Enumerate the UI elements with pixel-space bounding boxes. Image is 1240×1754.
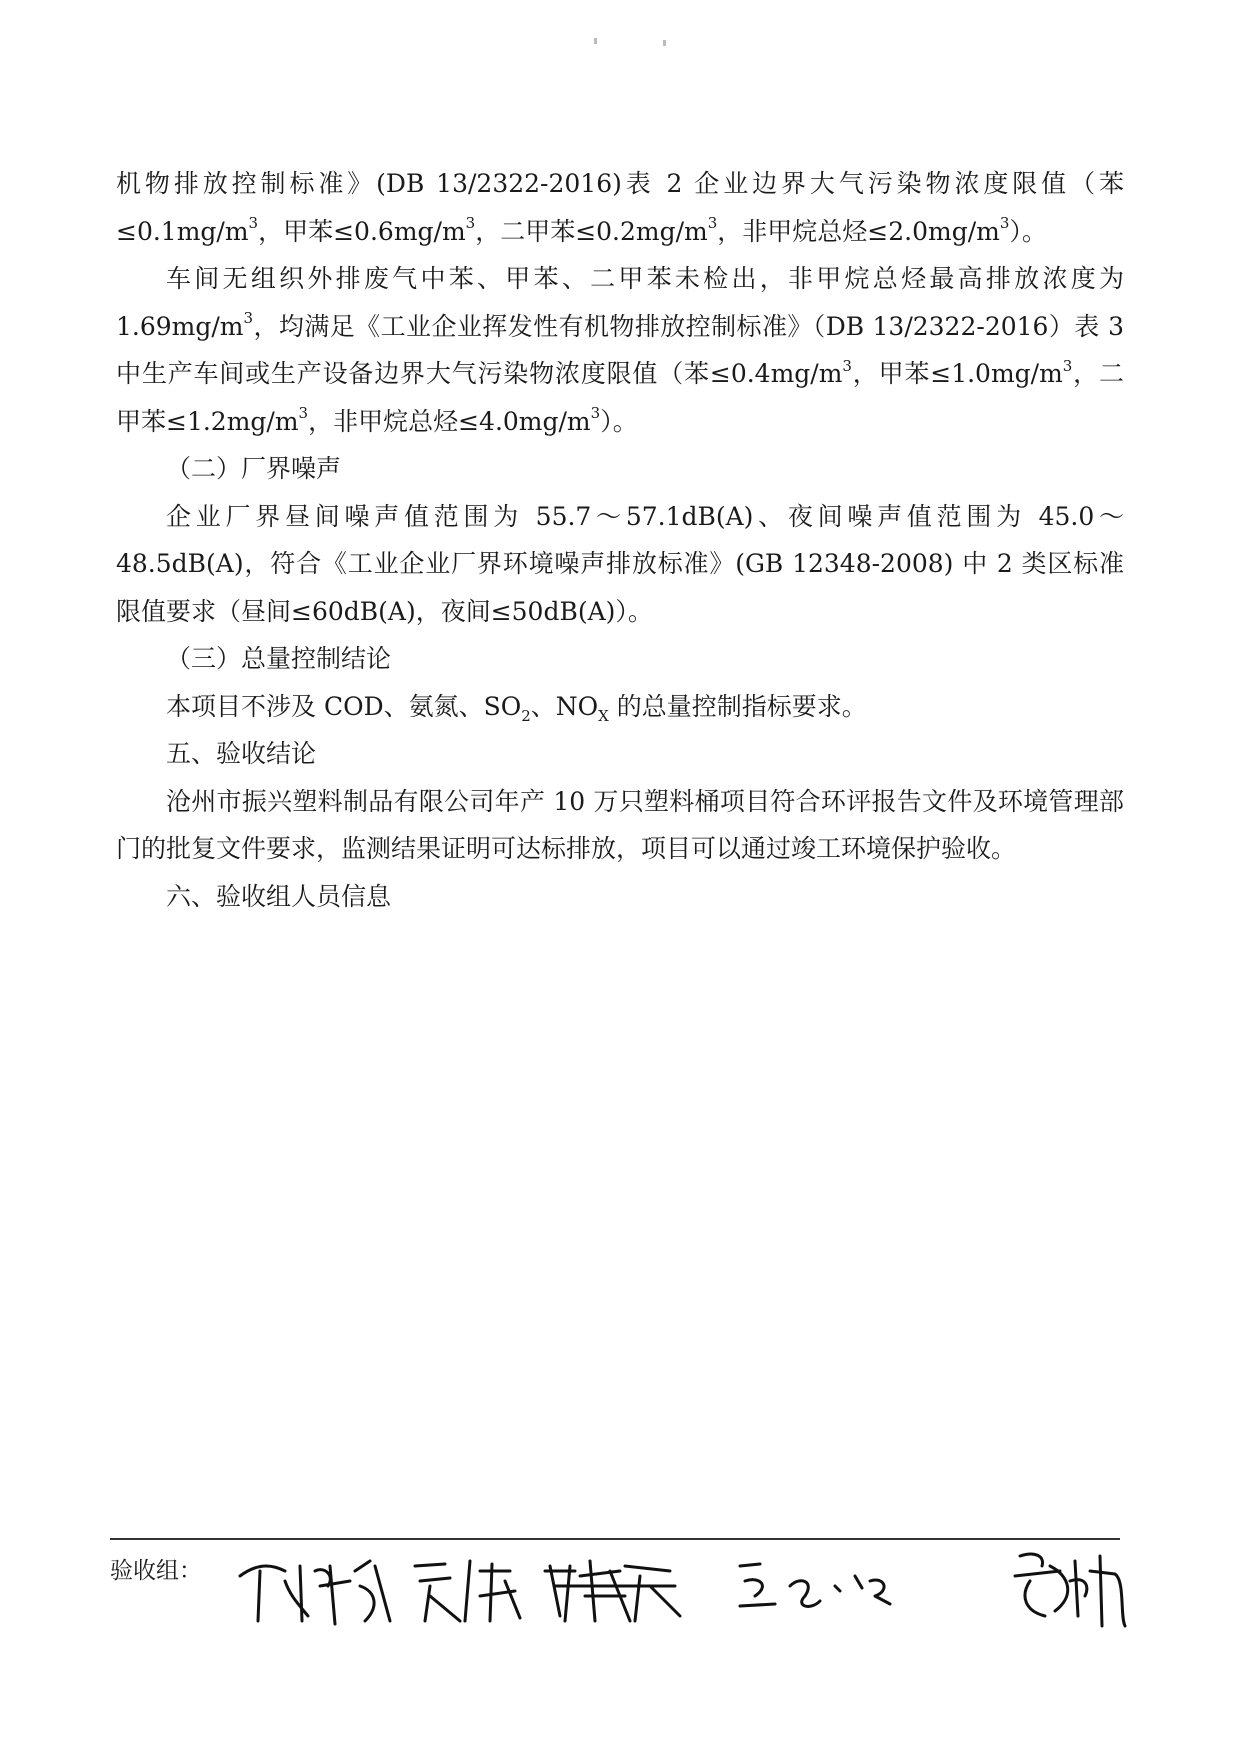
footer-label: 验收组： <box>110 1558 202 1584</box>
signature-2 <box>415 1561 520 1621</box>
heading-boundary-noise: （二）厂界噪声 <box>166 454 342 483</box>
document-body <box>116 160 1124 920</box>
heading-team-info: 六、验收组人员信息 <box>166 881 392 911</box>
scan-speck <box>663 40 666 46</box>
handwritten-signatures <box>230 1526 1130 1636</box>
signature-3 <box>545 1561 680 1621</box>
scan-speck <box>594 38 597 44</box>
paragraph-boundary-limits: 机物排放控制标准》(DB 13/2322-2016)表 2 企业边界大气污染物浓度限值（苯$\le 0.1mg/m^3$，甲苯$\le 0.6mg/m^3$，二甲苯$\le 0.2mg/m^3$，非甲烷总烃$\le 2.0mg/m^3$）。 <box>116 169 1124 246</box>
signature-1 <box>240 1561 390 1624</box>
paragraph-acceptance-conclusion: 沧州市振兴塑料制品有限公司年产 10 万只塑料桶项目符合环评报告文件及环境管理部门的批复文件要求，监测结果证明可达标排放，项目可以通过竣工环境保护验收。 <box>116 786 1124 863</box>
signature-4 <box>740 1564 890 1606</box>
paragraph-noise: 企业厂界昼间噪声值范围为 55.7～57.1dB(A)、夜间噪声值范围为 45.0～48.5dB(A)，符合《工业企业厂界环境噪声排放标准》(GB 12348-2008) 中 2 类区标准限值要求（昼间≤60dB(A)，夜间≤50dB(A)）。 <box>116 501 1124 626</box>
signature-5 <box>1015 1554 1125 1626</box>
paragraph-total-control: 本项目不涉及 COD、氨氮、$SO_2$、$NO_X$ 的总量控制指标要求。 <box>166 691 867 725</box>
heading-acceptance-conclusion: 五、验收结论 <box>166 739 317 768</box>
paragraph-workshop-emissions: 车间无组织外排废气中苯、甲苯、二甲苯未检出，非甲烷总烃最高排放浓度为 $1.69mg/m^3$，均满足《工业企业挥发性有机物排放控制标准》（DB 13/2322-2016）表 3 中生产车间或生产设备边界大气污染物浓度限值（苯$\le 0.4mg/m^3$，甲苯$\le 1.0mg/m^3$，二甲苯$\le 1.2mg/m^3$，非甲烷总烃$\le 4.0mg/m^3$）。 <box>116 264 1124 436</box>
heading-total-control: （三）总量控制结论 <box>166 644 392 673</box>
